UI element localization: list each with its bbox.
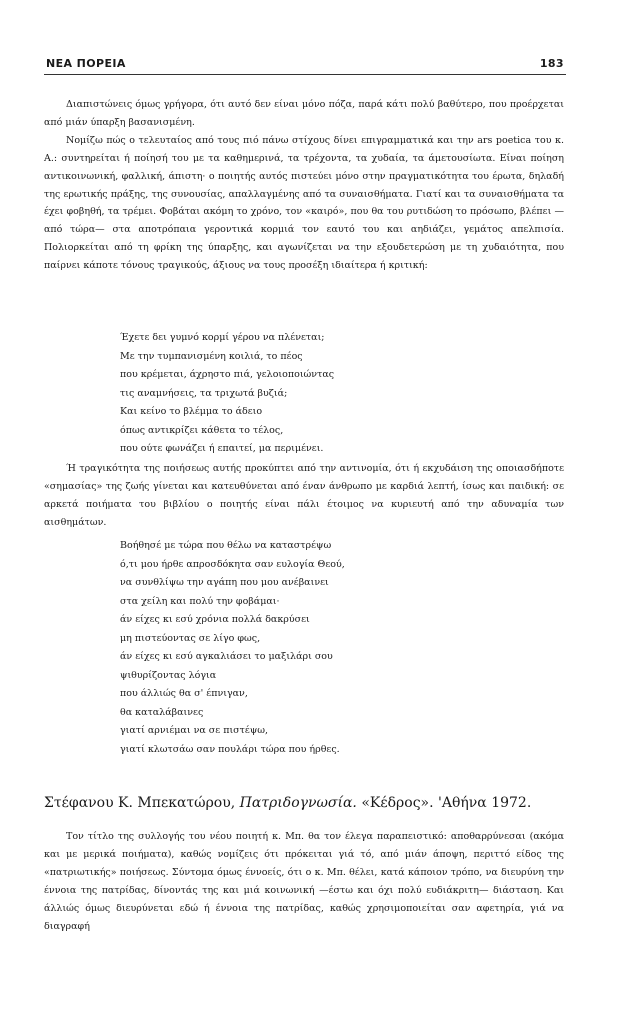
journal-title: ΝΕΑ ΠΟΡΕΙΑ <box>46 57 126 70</box>
intro-paragraph: Διαπιστώνεις όμως γρήγορα, ότι αυτό δεν είναι μόνο πόζα, παρά κάτι πολύ βαθύτερο, που προέρχεται από μιάν ύπαρξη βασανισμένη. <box>44 99 564 128</box>
running-header <box>44 56 566 75</box>
poem-line: γιατί αρνιέμαι να σε πιστέψω, <box>120 725 269 736</box>
poem-line: ό,τι μου ήρθε απροσδόκητα σαν ευλογία Θεού, <box>120 558 345 570</box>
poem-line: που κρέμεται, άχρηστο πιά, γελοιοποιώντας <box>120 369 335 380</box>
review-publisher: «Κέδρος». 'Αθήνα 1972. <box>361 795 532 811</box>
body-text-bottom <box>44 828 564 935</box>
review-book-title: Πατριδογνωσία. <box>239 795 357 811</box>
quoted-poem-old-body <box>120 329 560 459</box>
body-text-middle <box>44 460 564 532</box>
ars-poetica-paragraph: Νομίζω πώς ο τελευταίος από τους πιό πάνω στίχους δίνει επιγραμματικά και την ars poetica του κ. Α.: συντηρείται ή ποίησή του με τα καθημερινά, τα τρέχοντα, τα χυδαία, τα άμετουσίωτα. Είναι ποίηση αντικοινωνική, φαλλική, άπιστη· ο ποιητής αυτός πιστεύει μόνο στην πραγματικότητα του έρωτα, δηλαδή της ερωτικής πράξης, της συνουσίας, απαλλαγμένης από τα συναισθήματα. Γιατί και τα συναισθήματα τα έχει φοβηθή, τα τρέμει. Φοβάται ακόμη το χρόνο, τον «καιρό», που θα του ρυτιδώση το πρόσωπο, βλέπει —από τώρα— στα αποτρόπαια γεροντικά κορμιά τον εαυτό του και αηδιάζει, γεμάτος απελπισία. Πολιορκείται από τη φρίκη της ύπαρξης, και αγωνίζεται να την εξουδετερώση με τη χυδαιότητα, που παίρνει κάποτε τόνους τραγικούς, άξιους να τους προσέξη ιδιαίτερα ή κριτική: <box>44 134 564 272</box>
tragic-paragraph: Ή τραγικότητα της ποιήσεως αυτής προκύπτει από την αντινομία, ότι ή εκχυδάιση της οποιασδήποτε «σημασίας» της ζωής γίνεται και κατευθύνεται από έναν άνθρωπο με καρδιά λεπτή, ίσως και παιδική: σε αρκετά ποιήματα του βιβλίου ο ποιητής είναι πάλι έτοιμος να κυριευτή από την αδυναμία των αισθημάτων. <box>44 463 564 528</box>
poem-line: που άλλιώς θα σ' έπνιγαν, <box>120 688 248 699</box>
poem-line: ψιθυρίζοντας λόγια <box>120 669 217 681</box>
poem-line: Βοήθησέ με τώρα που θέλω να καταστρέψω <box>120 540 332 551</box>
body-text-top <box>44 96 564 275</box>
poem-line: στα χείλη και πολύ την φοβάμαι· <box>120 595 280 607</box>
poem-line: Και κείνο το βλέμμα το άδειο <box>120 406 263 417</box>
review-heading <box>44 793 584 813</box>
review-paragraph: Τον τίτλο της συλλογής του νέου ποιητή κ. Μπ. θα τον έλεγα παραπειστικό: αποθαρρύνεσαι (ακόμα και με μερικά ποιήματα), καθώς νομίζεις ότι πρόκειται γιά τό, από μιάν άποψη, περιττό είδος της «πατριωτικής» ποιήσεως. Σύντομα όμως έννοείς, ότι ο κ. Μπ. θέλει, κατά κάποιον τρόπο, να διευρύνη την έννοια της πατρίδας, δίνοντάς της και μιά κοινωνική —έστω και όχι πολύ ευδιάκριτη— διάσταση. Και άλλιώς όμως διευρύνεται εδώ ή έννοια της πατρίδας, καθώς χρησιμοποιείται σαν αφετηρία, γιά να διαγραφή <box>44 831 564 932</box>
poem-line: Με την τυμπανισμένη κοιλιά, το πέος <box>120 350 303 362</box>
poem-line: θα καταλάβαινες <box>120 706 204 718</box>
poem-line: γιατί κλωτσάω σαν πουλάρι τώρα που ήρθες. <box>120 743 340 755</box>
poem-line: μη πιστεύοντας σε λίγο φως, <box>120 632 261 644</box>
poem-line: τις αναμνήσεις, τα τριχωτά βυζιά; <box>120 387 288 399</box>
poem-line: Έχετε δει γυμνό κορμί γέρου να πλένεται; <box>120 332 325 343</box>
review-author: Στέφανου Κ. Μπεκατώρου, <box>44 795 236 811</box>
poem-line: όπως αντικρίζει κάθετα το τέλος, <box>120 424 284 436</box>
page-number: 183 <box>539 57 564 70</box>
poem-line: να συνθλίψω την αγάπη που μου ανέβαινει <box>120 577 329 588</box>
poem-line: άν είχες κι εσύ αγκαλιάσει το μαξιλάρι σου <box>120 651 333 662</box>
quoted-poem-help-me <box>120 537 560 759</box>
poem-line: που ούτε φωνάζει ή επαιτεί, μα περιμένει. <box>120 443 324 454</box>
poem-line: άν είχες κι εσύ χρόνια πολλά δακρύσει <box>120 614 310 625</box>
